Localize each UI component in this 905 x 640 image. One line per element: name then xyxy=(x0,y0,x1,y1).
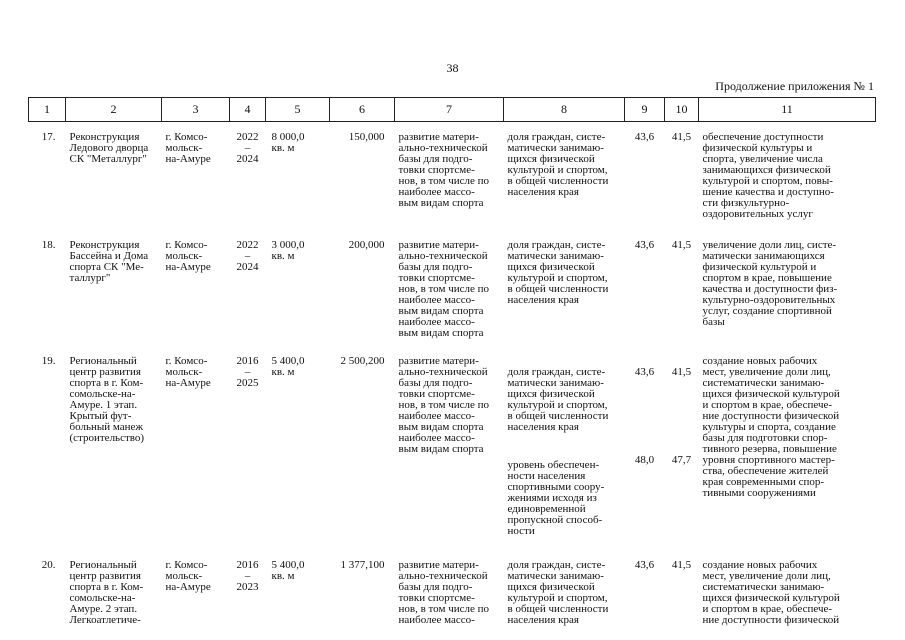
col-header: 8 xyxy=(504,98,625,122)
indicator: доля граждан, систе- матически занимаю- щихся физической культурой и спортом, в общей численности населения края xyxy=(507,558,609,626)
object-name: Региональный центр развития спорта в г. Ком- сомольске-на- Амуре. 1 этап. Крытый фут- больный манеж (строительство) xyxy=(69,354,145,444)
indicator: доля граждан, систе- матически занимаю- щихся физической культурой и спортом, в общей численности населения края xyxy=(507,365,609,433)
table-row xyxy=(29,122,876,228)
value-col9: 43,6 xyxy=(634,131,655,143)
indicator: доля граждан, систе- матически занимаю- щихся физической культурой и спортом, в общей численности населения края xyxy=(507,238,609,306)
value-col9-secondary: 48,0 xyxy=(634,453,655,466)
indicator-secondary: уровень обеспечен- ности населения спортивными соору- жениями исходя из единовременной пропускной способ- ности xyxy=(507,458,605,537)
cost: 2 500,200 xyxy=(340,354,385,367)
table-row xyxy=(29,344,876,548)
value-col10-secondary: 47,7 xyxy=(671,453,692,466)
col-header: 4 xyxy=(230,98,266,122)
table-row xyxy=(29,228,876,344)
col-header: 9 xyxy=(625,98,665,122)
col-header: 2 xyxy=(66,98,162,122)
appendix-table xyxy=(28,97,876,628)
page-number: 38 xyxy=(446,61,459,75)
value-col9: 43,6 xyxy=(634,238,655,251)
object-name: Региональный центр развития спорта в г. Ком- сомольске-на- Амуре. 2 этап. Легкоатлетиче- xyxy=(69,558,144,626)
value-col9: 43,6 xyxy=(634,558,655,571)
cost: 150,000 xyxy=(348,131,385,143)
city: г. Комсо- мольск- на-Амуре xyxy=(165,558,211,593)
table-row xyxy=(29,548,876,628)
capacity: 5 400,0 кв. м xyxy=(271,354,305,378)
col-header: 6 xyxy=(330,98,395,122)
continuation-note: Продолжение приложения № 1 xyxy=(715,79,874,93)
object-name: Реконструкция Бассейна и Дома спорта СК "Ме- таллург" xyxy=(69,238,149,284)
goal: развитие матери- ально-технической базы для подго- товки спортсме- нов, в том числе по наиболее массо- вым видам спорта наиболее массо- вым видам спорта xyxy=(398,354,489,455)
years: 2022 – 2024 xyxy=(236,131,259,165)
col-header: 7 xyxy=(395,98,504,122)
goal: развитие матери- ально-технической базы для подго- товки спортсме- нов, в том числе по наиболее массо- xyxy=(398,558,489,626)
effect: обеспечение доступности физической культуры и спорта, увеличение числа занимающихся физической культурой и спортом, повы- шение качества и доступно- сти физкультурно- оздоровительных услуг xyxy=(702,131,834,220)
goal: развитие матери- ально-технической базы для подго- товки спортсме- нов, в том числе по наиболее массо- вым видам спорта xyxy=(398,131,489,209)
col-header: 5 xyxy=(266,98,330,122)
capacity: 8 000,0 кв. м xyxy=(271,131,305,154)
row-number: 19. xyxy=(41,354,56,367)
effect: увеличение доли лиц, систе- матически занимающихся физической культурой и спортом в крае, повышение качества и доступности физ- культурно-оздоровительных услуг, создание спортивной базы xyxy=(702,238,838,328)
effect: создание новых рабочих мест, увеличение доли лиц, систематически занимаю- щихся физической культурой и спортом в крае, обеспече- ние доступности физической xyxy=(702,558,840,626)
value-col10: 41,5 xyxy=(671,558,692,571)
city: г. Комсо- мольск- на-Амуре xyxy=(165,354,211,389)
value-col10: 41,5 xyxy=(671,238,692,251)
object-name: Реконструкция Ледового дворца СК "Металлург" xyxy=(69,131,149,165)
goal: развитие матери- ально-технической базы для подго- товки спортсме- нов, в том числе по наиболее массо- вым видам спорта наиболее массо- вым видам спорта xyxy=(398,238,489,339)
indicator: доля граждан, систе- матически занимаю- щихся физической культурой и спортом, в общей численности населения края xyxy=(507,131,609,198)
value-col10: 41,5 xyxy=(671,131,692,143)
value-col10: 41,5 xyxy=(671,365,692,378)
row-number: 20. xyxy=(41,558,56,571)
row-number: 17. xyxy=(41,131,56,143)
indicator-cell xyxy=(504,344,625,548)
capacity: 3 000,0 кв. м xyxy=(271,238,305,262)
value-col9: 43,6 xyxy=(634,365,655,378)
col-header: 10 xyxy=(665,98,699,122)
capacity: 5 400,0 кв. м xyxy=(271,558,305,582)
cost: 200,000 xyxy=(348,238,385,251)
column-numbers-row xyxy=(29,98,876,122)
col-header: 1 xyxy=(29,98,66,122)
col-header: 3 xyxy=(162,98,230,122)
years: 2016 – 2025 xyxy=(236,354,259,389)
city: г. Комсо- мольск- на-Амуре xyxy=(165,238,211,273)
years: 2022 – 2024 xyxy=(236,238,259,273)
value-col9-cell xyxy=(625,344,665,548)
value-col10-cell xyxy=(665,344,699,548)
effect: создание новых рабочих мест, увеличение доли лиц, систематически занимаю- щихся физической культурой и спортом в крае, обеспече- ние доступности физической культуры и спорта, создание базы для подготовки спор- тивного резерва, повышение уровня спортивного мастер- ства, обеспечение жителей края современными спор- тивными сооружениями xyxy=(702,354,840,499)
years: 2016 – 2023 xyxy=(236,558,259,593)
col-header: 11 xyxy=(699,98,876,122)
cost: 1 377,100 xyxy=(340,558,385,571)
row-number: 18. xyxy=(41,238,56,251)
city: г. Комсо- мольск- на-Амуре xyxy=(165,131,211,165)
